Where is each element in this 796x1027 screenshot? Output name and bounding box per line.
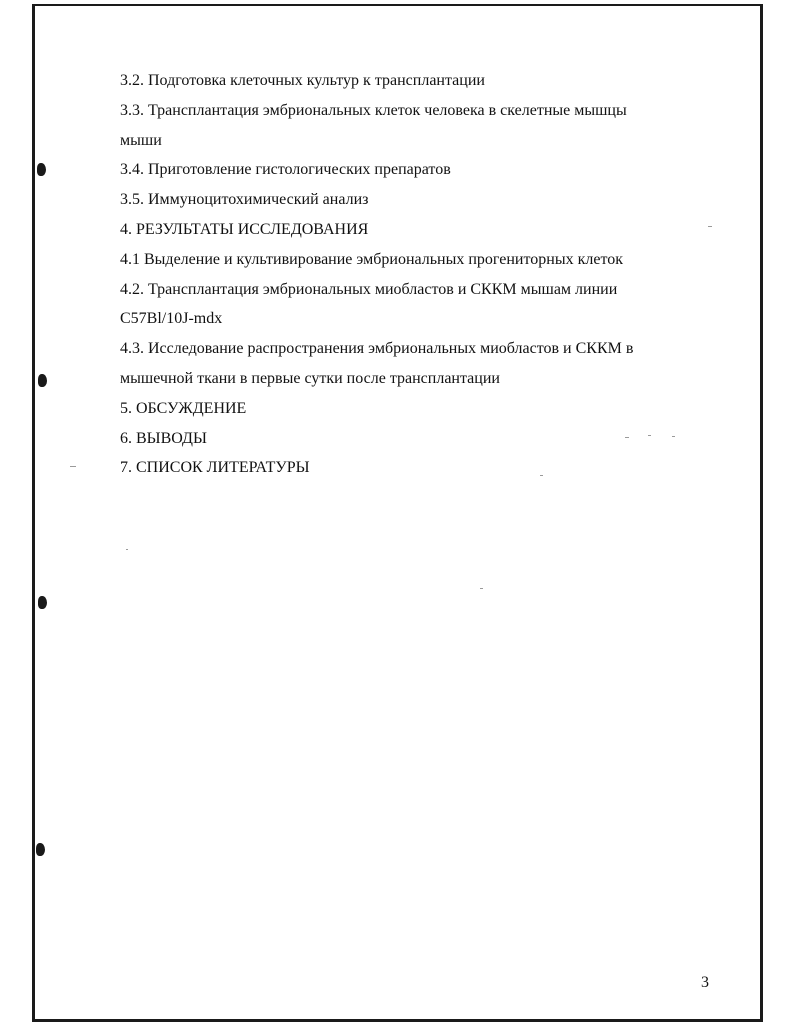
toc-entry: 3.3. Трансплантация эмбриональных клеток человека в скелетные мышцы <box>120 101 627 119</box>
page-number: 3 <box>701 974 709 991</box>
toc-entry-continuation: мыши <box>120 131 162 149</box>
toc-entry: 4.1 Выделение и культивирование эмбриональных прогениторных клеток <box>120 250 623 268</box>
toc-entry: 4.2. Трансплантация эмбриональных миобластов и СККМ мышам линии <box>120 280 618 298</box>
scan-speck <box>126 549 128 550</box>
toc-section-heading: 5. ОБСУЖДЕНИЕ <box>120 399 247 417</box>
toc-entry-continuation: C57Bl/10J-mdx <box>120 310 223 328</box>
scan-speck <box>70 466 76 467</box>
toc-entry: 3.4. Приготовление гистологических препаратов <box>120 161 451 179</box>
binder-hole-mark <box>38 596 47 609</box>
table-of-contents <box>120 66 720 483</box>
scan-speck <box>480 588 483 589</box>
toc-section-heading: 4. РЕЗУЛЬТАТЫ ИССЛЕДОВАНИЯ <box>120 220 369 238</box>
toc-entry: 3.5. Иммуноцитохимический анализ <box>120 191 369 209</box>
toc-entry: 3.2. Подготовка клеточных культур к трансплантации <box>120 72 485 89</box>
toc-section-heading: 7. СПИСОК ЛИТЕРАТУРЫ <box>120 459 310 477</box>
binder-hole-mark <box>38 374 47 387</box>
toc-entry: 4.3. Исследование распространения эмбриональных миобластов и СККМ в <box>120 340 634 358</box>
binder-hole-mark <box>36 843 45 856</box>
toc-entry-continuation: мышечной ткани в первые сутки после трансплантации <box>120 369 500 387</box>
binder-hole-mark <box>37 163 46 176</box>
toc-section-heading: 6. ВЫВОДЫ <box>120 429 207 447</box>
